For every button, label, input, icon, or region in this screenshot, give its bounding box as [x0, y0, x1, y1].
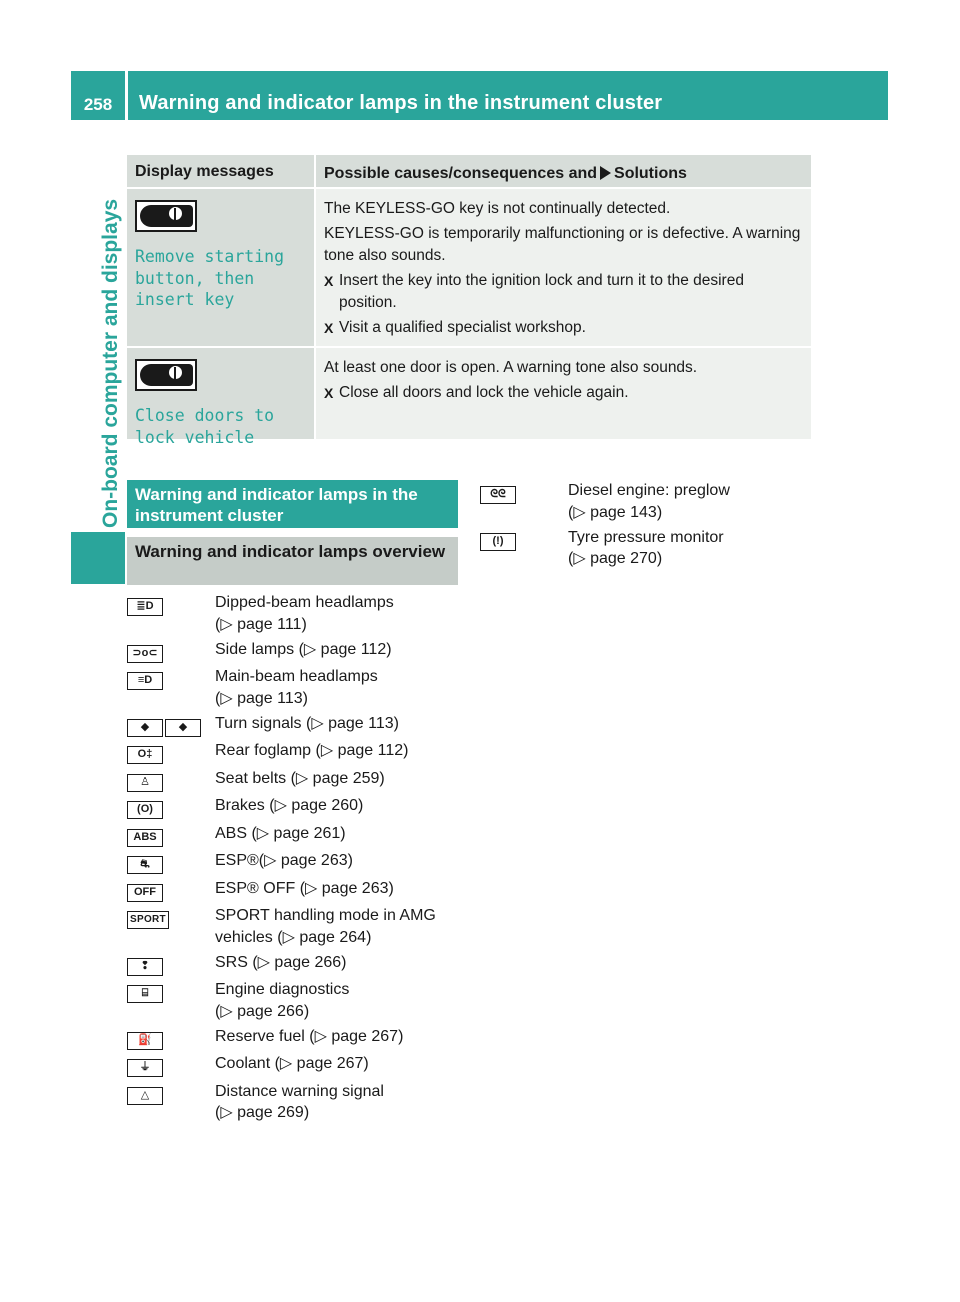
lamp-icon-cell	[127, 1081, 215, 1124]
lamp-text: Dipped-beam headlamps	[215, 594, 394, 611]
page-reference: (▷ page 270)	[568, 550, 663, 567]
lamp-text: Seat belts (▷ page 259)	[215, 769, 385, 787]
page-reference: (▷ page 266)	[215, 1002, 310, 1020]
message-line: button, then	[135, 268, 255, 288]
lamp-text: Reserve fuel (▷ page 267)	[215, 1027, 404, 1045]
list-item	[127, 850, 458, 874]
list-item	[480, 527, 810, 570]
lamp-text: ESP® OFF (▷ page 263)	[215, 879, 394, 897]
lamp-icon-cell	[127, 952, 215, 976]
lamp-icon-cell	[480, 480, 568, 523]
list-item	[480, 480, 810, 523]
list-item	[127, 878, 458, 902]
lamp-text: Diesel engine: preglow	[568, 482, 730, 499]
display-message-text	[135, 405, 306, 448]
lamp-description	[215, 740, 458, 764]
lamp-description	[215, 713, 458, 737]
lamp-icon-cell	[127, 740, 215, 764]
lamp-text: Distance warning signal	[215, 1082, 384, 1100]
lamp-icon-cell	[127, 979, 215, 1022]
display-messages-table	[127, 155, 811, 447]
lamp-icon-cell	[127, 768, 215, 792]
col-header-causes	[314, 155, 811, 187]
col-header-solutions-text: Solutions	[614, 165, 687, 182]
brakes-icon: (O)	[127, 801, 163, 819]
lamp-description	[215, 878, 458, 902]
coolant-icon: ⏚	[127, 1059, 163, 1077]
page-reference: (▷ page 111)	[215, 615, 307, 633]
step-text: Insert the key into the ignition lock and turn it to the desired position.	[339, 272, 744, 311]
lamp-text: Brakes (▷ page 260)	[215, 797, 364, 814]
lamp-icon-cell	[480, 527, 568, 570]
lamp-description	[215, 1053, 458, 1077]
lamp-text: SPORT handling mode in AMG	[215, 907, 436, 924]
list-item	[127, 1081, 458, 1124]
causes-cell	[314, 189, 811, 346]
message-line: Remove starting	[135, 247, 285, 266]
key-fob-icon	[135, 200, 197, 232]
engine-diagnostics-icon: ⌸	[127, 985, 163, 1003]
lamp-icon-cell	[127, 713, 215, 737]
lamp-description	[215, 768, 458, 792]
lamp-text: Side lamps (▷ page 112)	[215, 640, 392, 658]
abs-icon: ABS	[127, 829, 163, 847]
lamp-description	[215, 850, 458, 874]
dipped-beam-icon: ≣D	[127, 598, 163, 616]
lamp-text: Tyre pressure monitor	[568, 528, 724, 546]
table-row	[127, 189, 811, 348]
page-reference: (▷ page 143)	[568, 503, 663, 521]
cause-text: The KEYLESS-GO key is not continually detected.	[324, 200, 671, 217]
lamp-icon-cell	[127, 878, 215, 902]
lamp-description	[215, 979, 458, 1022]
lamp-description	[215, 1026, 458, 1050]
lamp-icon-cell	[127, 1026, 215, 1050]
side-lamps-icon: ⊃o⊂	[127, 645, 163, 663]
lamp-list	[127, 592, 458, 1127]
section-heading: Warning and indicator lamps in the instrument cluster	[127, 480, 458, 528]
lamp-description	[215, 905, 458, 948]
lamp-description	[215, 592, 458, 635]
lamp-list-right	[480, 480, 810, 573]
page-number-box	[71, 71, 125, 120]
lamp-description	[215, 823, 458, 847]
lamp-text: Rear foglamp (▷ page 112)	[215, 742, 409, 759]
lamp-icon-cell	[127, 795, 215, 819]
list-item	[127, 905, 458, 948]
main-beam-icon: ≡D	[127, 672, 163, 690]
list-item	[127, 952, 458, 976]
display-message-cell	[127, 189, 314, 346]
display-message-text	[135, 246, 306, 311]
step-marker-icon: X	[324, 273, 334, 289]
esp-off-icon: OFF	[127, 884, 163, 902]
list-item	[127, 592, 458, 635]
lamp-icon-cell	[127, 905, 215, 948]
seat-belt-icon: ♙	[127, 774, 163, 792]
page-reference: (▷ page 113)	[215, 689, 308, 707]
solution-step	[324, 270, 803, 314]
list-item	[127, 639, 458, 663]
side-tab-label: On-board computer and displays	[99, 198, 122, 528]
lamp-description	[215, 666, 458, 709]
turn-signal-right-icon: ◆	[165, 719, 201, 737]
message-line: lock vehicle	[135, 427, 255, 447]
lamp-description	[215, 1081, 458, 1124]
lamp-text: Main-beam headlamps	[215, 668, 378, 685]
display-message-cell	[127, 348, 314, 447]
solution-step	[324, 317, 803, 339]
rear-foglamp-icon: O‡	[127, 746, 163, 764]
col-header-display-messages: Display messages	[127, 155, 314, 187]
message-line: Close doors to	[135, 406, 275, 425]
list-item	[127, 979, 458, 1022]
lamp-icon-cell	[127, 823, 215, 847]
step-marker-icon: X	[324, 320, 334, 336]
list-item	[127, 768, 458, 792]
distance-warning-icon: △	[127, 1087, 163, 1105]
lamp-description	[215, 639, 458, 663]
lamp-text: ABS (▷ page 261)	[215, 824, 346, 842]
subsection-heading: Warning and indicator lamps overview	[127, 537, 458, 585]
page-reference: (▷ page 269)	[215, 1104, 310, 1121]
page-reference: vehicles (▷ page 264)	[215, 928, 372, 946]
step-marker-icon: X	[324, 385, 334, 401]
header-bar	[128, 71, 888, 120]
lamp-icon-cell	[127, 850, 215, 874]
list-item	[127, 666, 458, 709]
table-header-row	[127, 155, 811, 189]
lamp-description	[215, 952, 458, 976]
cause-text: At least one door is open. A warning tone also sounds.	[324, 359, 698, 376]
lamp-icon-cell	[127, 666, 215, 709]
col-header-causes-text: Possible causes/consequences and	[324, 165, 598, 182]
lamp-text: ESP®(▷ page 263)	[215, 852, 353, 869]
reserve-fuel-icon: ⛽	[127, 1032, 163, 1050]
lamp-text: Turn signals (▷ page 113)	[215, 714, 399, 732]
step-text: Close all doors and lock the vehicle again.	[339, 384, 629, 401]
srs-icon: ❢	[127, 958, 163, 976]
table-row	[127, 348, 811, 447]
list-item	[127, 1026, 458, 1050]
solution-step	[324, 382, 803, 404]
step-text: Visit a qualified specialist workshop.	[339, 319, 586, 336]
causes-cell	[314, 348, 811, 439]
lamp-description	[568, 527, 810, 570]
list-item	[127, 795, 458, 819]
sport-icon: SPORT	[127, 911, 169, 929]
esp-icon: ⛐	[127, 856, 163, 874]
lamp-description	[568, 480, 810, 523]
lamp-text: SRS (▷ page 266)	[215, 953, 347, 971]
page-number: 258	[83, 95, 113, 114]
tyre-pressure-icon: (!)	[480, 533, 516, 551]
list-item	[127, 713, 458, 737]
lamp-icon-cell	[127, 639, 215, 663]
lamp-icon-cell	[127, 592, 215, 635]
lamp-icon-cell	[127, 1053, 215, 1077]
lamp-text: Engine diagnostics	[215, 981, 350, 998]
page-title: Warning and indicator lamps in the instrument cluster	[139, 92, 663, 114]
side-tab-marker	[71, 532, 125, 584]
list-item	[127, 740, 458, 764]
list-item	[127, 1053, 458, 1077]
arrow-right-icon	[600, 166, 611, 180]
list-item	[127, 823, 458, 847]
turn-signals-icon: ◆	[127, 719, 163, 737]
lamp-description	[215, 795, 458, 819]
message-line: insert key	[135, 290, 235, 309]
preglow-icon: ᘓᘓ	[480, 486, 516, 504]
lamp-text: Coolant (▷ page 267)	[215, 1055, 369, 1072]
cause-text: KEYLESS-GO is temporarily malfunctioning or is defective. A warning tone also sounds.	[324, 225, 801, 264]
key-fob-icon	[135, 359, 197, 391]
